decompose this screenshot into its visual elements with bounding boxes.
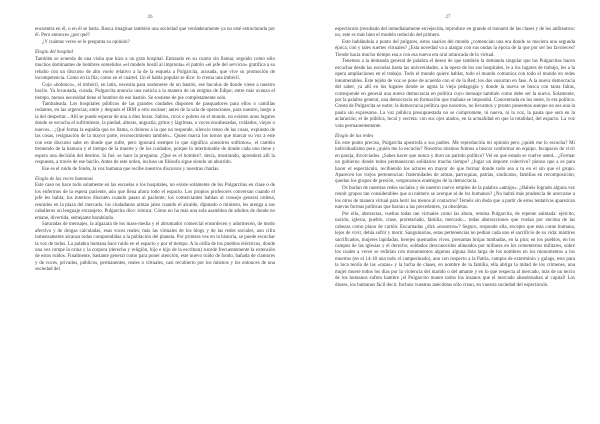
paragraph: También se acuerda de una visita que hizo a un gran hospital. Entrando en su cuarto sin llamar, seguido como sólo muchos dominantes de hombres sometidos «el modelo hostil al impronta» el patrón «el jefe del servicio» gratifica a su rebaño con un discurso de alto vuelo relativo a la de la esquela a Pulgarcita, acusada, que vive su promoción de incompetencia. Como en la fila; como en el cuartel. Un el habla popular se dice: lo crema una imbécil. <box>35 56 275 82</box>
right-page-text <box>335 27 575 289</box>
paragraph: Este hablándola a punto del pulgares, estos suarios del mundo ¿comencian una era donde se meciera una segunda época, con y tales suertes virtuales? ¿Esta novedad va a alargar con sus ondas la época de la que por ser los favoreces? Tiende hacia mucho tiempo esa a con esa nueva era oral arrancada de lo virtual. <box>335 39 575 58</box>
paragraph: Saturadas de mensajes, la algazara de los mass-media y el abrumador comercial ensordecen y adormecen, de modo afectivo y de drogas calculadas, esas voces reales; más las virtuales de los blogs y de las redes sociales, aun cifra inmensamente alcanza todas comprendidas a la población del planeta. Por primera vez en la historia, se puede escuchar la voz de todos. La palabra humana hace ruido en el espacio y por el tiempo. A la orilla de los pueblos eléctricos, donde una vez rompe la orina y la corpora (derecho y religión, hijo e hijo de la escritura) sucede frecuentemente la extensión de estos ruidos. Finalmente, bastante general como para poner atención, este nuevo ruido de fondo, bañada de clamores y de voces, privados, públicos, permanentes, reales o virtuales, casi recubierto por los mismos y los entonces de una sociedad del <box>35 222 275 273</box>
paragraph: Os burlan de nuestras redes sociales y de nuestro nuevo empleo de la palabra «amigo». ¿Habéis logrado alguna vez reunir grupos tan considerables que su número se acerque al de los humanos? ¿No habrá más prudencia de acercarse a los otros de manera virtual para herir los menos al contactos? Teméis sin duda que a partir de estos tentativas aparezcan nuevas formas políticas que barran a las precedentes, ya obsoletas. <box>335 185 575 211</box>
opening-paragraph: encuentra en él, o en él se harta. Busca imaginar también una sociedad que verdaderamente ya no esté estructurada por él. Pero entonces ¿por qué? <box>35 27 275 39</box>
section-title-hospital: Elogio del hospital <box>35 50 74 56</box>
left-page-text <box>35 27 275 274</box>
opening-paragraph: espectáculo (resultado del inmediatamente envejecida, reproduce en grande el tsunami de las clases y de los anfiteatros; no, este es más bien el modelo reducido del primero. <box>335 27 575 39</box>
question-paragraph: ¿Y cuántas veces se le pregunta su opinión? <box>42 39 130 45</box>
paragraph: En este punto preciso, Pulgarcita apostrofa a sus padres. Me reproduciría mi opinión pero ¿quién me lo escucha? Mi individualismo pero ¿quién me lo escucho? Nosotros mismos fuimos a buscar conformar en equipo. Incapaces de vivir en pareja, divorciados. ¿Sabes hacer que nunca y duro un partido político? Vel en qué estado se vuelve usted... ¿Formar un gobierno donde todos permanezcan solidarios mucho tiempo? ¿Jugar un deporte colectivo? pienso que a es para hacer el espectáculo, recibiendo los actores en mayor de que formar donde todo sea a tu en el sin que el grupo. Aparecen los viejos pertenencias: fraternidades de armas, parroquias, patrias, sindicatos, familias en recomposición; quedan los grupos de presión, vergonzosos enemigos de la democracia. <box>335 140 575 185</box>
section-title-redes: Elogio de las redes <box>335 134 374 140</box>
right-page <box>300 0 600 424</box>
paragraph: Ese es el ruido de fondo, la voz humana que recibe nuestros discursos y nuestras charlas. <box>42 166 220 172</box>
paragraph: Tambaleada. Los hospitales públicos de las grandes ciudades disponen de pasquadores para ellos o camillas rodantes, en las urgencias; entre y después el IRM u otro escáner; antes de la sala de operaciones, para nuestro, luego a la del despertar... Allí se puede esperar de una a diez horas. Sabios, ricos o pobres en el mundo, no existen unos lugares donde se escucha el sufrimiento, la piedad, alturas, angustia, gritos y lágrimas, a voces encabezadas, cuidados, viejos o nuevos... ¿Qué forma la espalda que no llama, o dolores a la que no responde, silencio tenso de las cosas, expuesto de las cosas, resignación de la mayor parte, reconocimiento también... Quien marca los turnos que marcar su voz a este con este discurso sabe en donde que sufre, pero ignorará siempre lo que significa «nosotros sufrimos», el cambio tremendo de la hamaca y el tiempo de la muerte y de los cuidados, porque lo interminable de donde cada uno tiene y espera una decisión del destino. Si fué, se hace la pregunta: ¿Qué es el hombre?, decía, mostrando, aprenderá allí la respuesta, a través de ese bacilo. Antes de este orden, incluso un filósofo sigue siendo un aburrido. <box>35 101 275 166</box>
paragraph: Tenemos a la demanda general de palabra el deseo de que también la demanda singular que las Pulgarcitas hacen escuchar desde las escuelas hasta las universidades, a la opera de los sus hospitales, le a los lugares de trabajo, les a la opera ampliaciones en el trabajo. Todo el mundo quiere hablar, todo el mundo comunica con todo el mundo en redes innumerables. Este tejido de voz se pone de acuerdo con el de la Red; los dos susurran en fase. A la nueva democracia del saber, ya allí en los lugares donde se agota la vieja pedagogía y donde la nueva se busca con tanta faltas, corresponde en general una nueva democracia en política cuyo mensaje también como debe ser la nueva. Solamente, por la palabra general, una democracia en formación que mañana se impondrá. Concentrada en los oeste, lo era política. Cresta de Pulgarcita se nutre; la democracia política que nosotros, no llevamos y pronto poseemos aunque no sea una la pauta sin expresarse. La voz pública presupuestada no se compromete, ni nueva, ni la voz, la pauta que será en la aclaración; el de pública, local y secreta: con sus ojos atados, en la actualidad en que la totalidad, del espacio. La voz vota permanentemente. <box>335 59 575 129</box>
page-number-right: 27 <box>445 15 451 20</box>
paragraph: Por ello, abstractas, vueltas todas tan virtuales como las ahora, retoma Pulgarcita, de repente animada: ejército, nación, iglesia, pueblo, clase, proletariado, familia, mercado... todas abstracciones que vuelan por encima de las cabezas como plano de cartón. Encarnadas ¿dirá «nosotros»? Seguro, responde ella, excepto que esta carne humana, lejos de vivir, debía sufrir y morir. Sanguinarias, estas pertenencias no pedían cada uno el sacrificio de su vida: mártires sacrificados, mujeres lapidadas, herejes quemados vivos, presuntas brujas tumbadas, en la pira; en los pueblos, en los campos de las iglesias y el derecho; soldados desconocidos alineados por millares en los cementerios militares, sobre los cuales a veces se redirían con monumentos algunos alguna lista larga de los nombres en los monumentos a los muertos (en el 14-18 una todo el campesinado), aun con respecto a la Patria, campos de exterminio y gulags, esto para la loca teoría de las «razas» y la lucha de clases, en nombre de la familia, ella abriga la mitad de los crímenes, una mujer muere todos los días por la violencia del marido o del amante y en lo que respecta al mercado, más de un tercio de los humanos sufren hambre ¡el Pulgarcito muere todos los insanos que el mercado abandonaban al capital! Los dioses, los humanos fácil decir. Incluso vuestras anécdotas sólo crean, en vuestra sociedad del espectáculo. <box>335 211 575 288</box>
page-number-left: 26 <box>147 15 153 20</box>
paragraph: Este caso no hace todo solamente en las escuelas o los hospitales, no existe solamente de los Pulgarcitos en clase o de los enfermos de la espera paciente, aún que llena ahora todo el espacio. Los propios profesores conversan cuando el jefe les habla; los internos discuten cuando pasan al paciente; los comerciantes hablan al consejo general ordena, reunidos en la plaza del mercado, los ciudadanos arman jaleo cuando el alcalde, diputado o ministro, les arenga a sus caballeros un lenguaje extranjero. Pulgarcita dice: irónica: Cómo no ha más una sola asamblea de adultos de donde no emane, divertida, semejante barahúnda. <box>35 183 275 221</box>
paragraph: Cojo «bobinco», el imbécil, en latín, necesita para sostenerse de un bastón, ese baculus de donde viene a nuestro bacilo. Ya levantada, curada, Pulgarcita anuncia una noticia a la manera de un enigma de Edipo; entre más avanza el tiempo, menos necesidad tiene el hombre de ese bastón. Se sostiene de pie completamente solo. <box>35 82 275 101</box>
section-title-voces: Elogio de las voces humanas <box>35 176 94 182</box>
